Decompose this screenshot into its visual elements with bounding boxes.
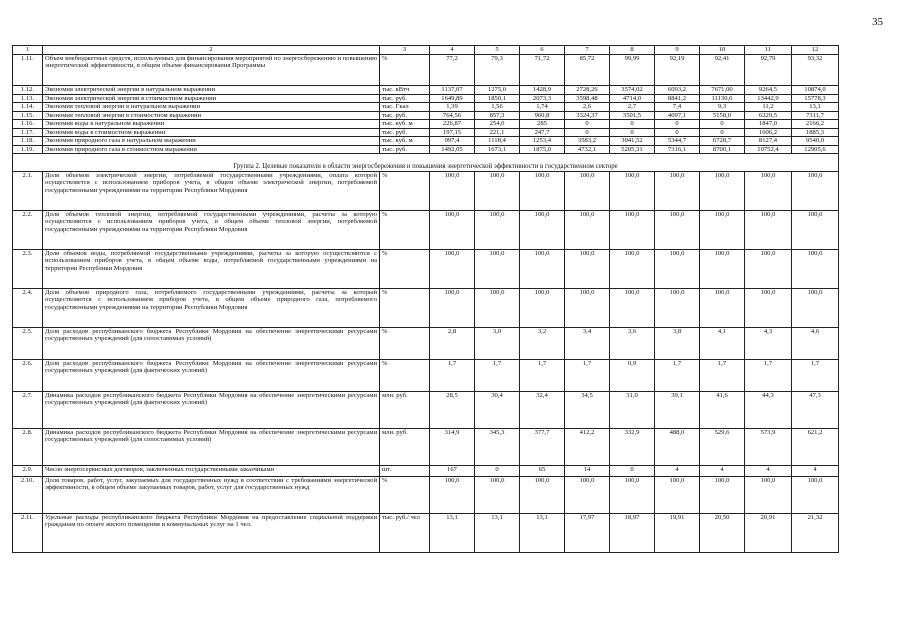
value-cell: 100,0 <box>565 211 610 250</box>
value-cell: 1847,0 <box>745 120 792 129</box>
value-cell: 573,9 <box>745 429 792 466</box>
value-cell: 4732,1 <box>565 145 610 154</box>
value-cell: 1,7 <box>745 360 792 392</box>
table-row <box>13 360 839 392</box>
value-cell: 197,15 <box>430 128 475 137</box>
value-cell: 621,2 <box>792 429 839 466</box>
value-cell: 5158,0 <box>700 111 745 120</box>
value-cell: 1118,4 <box>475 137 520 146</box>
value-cell: 377,7 <box>520 429 565 466</box>
row-number: 2.7. <box>13 392 43 429</box>
value-cell: 100,0 <box>475 250 520 289</box>
value-cell: 3501,5 <box>610 111 655 120</box>
unit-cell: млн. руб. <box>380 392 430 429</box>
unit-cell: тыс. руб. <box>380 94 430 103</box>
unit-cell: % <box>380 55 430 86</box>
column-number-cell: 12 <box>792 46 839 55</box>
value-cell: 529,6 <box>700 429 745 466</box>
value-cell: 2,7 <box>610 103 655 112</box>
table-row <box>13 172 839 211</box>
row-number: 1.14. <box>13 103 43 112</box>
value-cell: 1,39 <box>430 103 475 112</box>
unit-cell: тыс. руб. <box>380 128 430 137</box>
value-cell: 857,3 <box>475 111 520 120</box>
value-cell: 13442,9 <box>745 94 792 103</box>
unit-cell: тыс. руб. <box>380 145 430 154</box>
value-cell: 100,0 <box>520 477 565 514</box>
indicator-name: Экономия воды в натуральном выражении <box>43 120 380 129</box>
value-cell: 41,6 <box>700 392 745 429</box>
value-cell: 100,0 <box>610 211 655 250</box>
row-number: 1.13. <box>13 94 43 103</box>
value-cell: 254,0 <box>475 120 520 129</box>
value-cell: 100,0 <box>475 172 520 211</box>
value-cell: 1885,3 <box>792 128 839 137</box>
value-cell: 65 <box>520 466 565 477</box>
value-cell: 0 <box>565 120 610 129</box>
value-cell: 100,0 <box>792 211 839 250</box>
value-cell: 1673,1 <box>475 145 520 154</box>
column-number-cell: 10 <box>700 46 745 55</box>
value-cell: 92,79 <box>745 55 792 86</box>
value-cell: 8127,4 <box>745 137 792 146</box>
value-cell: 1850,1 <box>475 94 520 103</box>
value-cell: 960,8 <box>520 111 565 120</box>
value-cell: 100,0 <box>745 477 792 514</box>
value-cell: 226,87 <box>430 120 475 129</box>
row-number: 1.16. <box>13 120 43 129</box>
value-cell: 100,0 <box>565 172 610 211</box>
value-cell: 21,32 <box>792 514 839 553</box>
value-cell: 2166,2 <box>792 120 839 129</box>
value-cell: 1,56 <box>475 103 520 112</box>
value-cell: 6093,2 <box>655 86 700 95</box>
value-cell: 100,0 <box>610 289 655 328</box>
indicator-name: Доля объемов воды, потребляемой государственными учреждениями, расчеты за которую осуществляются с использованием приборов учета, в общем объеме воды, потребляемой государственными учреждениями на территории Республики Мордовия <box>43 250 380 289</box>
value-cell: 85,72 <box>565 55 610 86</box>
column-number-cell: 4 <box>430 46 475 55</box>
row-number: 2.9. <box>13 466 43 477</box>
row-number: 2.11. <box>13 514 43 553</box>
value-cell: 13,1 <box>792 103 839 112</box>
unit-cell: тыс. руб. <box>380 111 430 120</box>
value-cell: 99,99 <box>610 55 655 86</box>
value-cell: 100,0 <box>475 211 520 250</box>
column-number-row <box>13 46 839 55</box>
value-cell: 7671,00 <box>700 86 745 95</box>
indicator-name: Доля расходов республиканского бюджета Республики Мордовия на обеспечение энергетическими ресурсами государственных учреждений (для фактических условий) <box>43 360 380 392</box>
table-row <box>13 250 839 289</box>
value-cell: 100,0 <box>475 289 520 328</box>
value-cell: 1,7 <box>655 360 700 392</box>
indicator-name: Число энергосервисных договоров, заключенных государственными заказчиками <box>43 466 380 477</box>
indicator-name: Доля товаров, работ, услуг, закупаемых для государственных нужд в соответствии с требованиями энергетической эффективности, в общем объеме закупаемых товаров, работ, услуг для государственных нужд <box>43 477 380 514</box>
table-row <box>13 466 839 477</box>
row-number: 2.3. <box>13 250 43 289</box>
value-cell: 100,0 <box>565 250 610 289</box>
table-row <box>13 289 839 328</box>
table-row <box>13 103 839 112</box>
value-cell: 0 <box>655 120 700 129</box>
value-cell: 7316,1 <box>655 145 700 154</box>
value-cell: 0 <box>610 128 655 137</box>
value-cell: 100,0 <box>430 250 475 289</box>
value-cell: 100,0 <box>520 250 565 289</box>
value-cell: 1137,07 <box>430 86 475 95</box>
value-cell: 13,1 <box>520 514 565 553</box>
indicator-name: Экономия природного газа в натуральном выражении <box>43 137 380 146</box>
value-cell: 10874,0 <box>792 86 839 95</box>
indicator-name: Экономия тепловой энергии в натуральном выражении <box>43 103 380 112</box>
value-cell: 3941,52 <box>610 137 655 146</box>
value-cell: 17,97 <box>565 514 610 553</box>
table-row <box>13 145 839 154</box>
value-cell: 100,0 <box>792 477 839 514</box>
unit-cell: % <box>380 289 430 328</box>
value-cell: 2,8 <box>430 328 475 360</box>
value-cell: 47,3 <box>792 392 839 429</box>
indicator-name: Удельные расходы республиканского бюджета Республики Мордовия на предоставление социальной поддержки гражданам по оплате жилого помещения и коммунальных услуг на 1 чел. <box>43 514 380 553</box>
value-cell: 4,3 <box>745 328 792 360</box>
row-number: 1.19. <box>13 145 43 154</box>
value-cell: 4 <box>655 466 700 477</box>
value-cell: 100,0 <box>745 289 792 328</box>
table-row <box>13 477 839 514</box>
value-cell: 100,0 <box>610 477 655 514</box>
value-cell: 100,0 <box>430 289 475 328</box>
value-cell: 100,0 <box>745 172 792 211</box>
indicator-name: Динамика расходов республиканского бюджета Республики Мордовия на обеспечение энергетическими ресурсами государственных учреждений (для фактических условий) <box>43 392 380 429</box>
table-row <box>13 514 839 553</box>
unit-cell: % <box>380 477 430 514</box>
row-number: 1.15. <box>13 111 43 120</box>
value-cell: 314,9 <box>430 429 475 466</box>
unit-cell: % <box>380 211 430 250</box>
value-cell: 412,2 <box>565 429 610 466</box>
value-cell: 100,0 <box>610 172 655 211</box>
value-cell: 0 <box>565 128 610 137</box>
value-cell: 764,56 <box>430 111 475 120</box>
value-cell: 0 <box>700 120 745 129</box>
value-cell: 100,0 <box>610 250 655 289</box>
value-cell: 7,4 <box>655 103 700 112</box>
value-cell: 1875,0 <box>520 145 565 154</box>
value-cell: 9,3 <box>700 103 745 112</box>
value-cell: 79,3 <box>475 55 520 86</box>
value-cell: 44,3 <box>745 392 792 429</box>
value-cell: 7311,7 <box>792 111 839 120</box>
value-cell: 332,9 <box>610 429 655 466</box>
column-number-cell: 2 <box>43 46 380 55</box>
value-cell: 1,7 <box>792 360 839 392</box>
row-number: 1.11. <box>13 55 43 86</box>
value-cell: 3583,2 <box>565 137 610 146</box>
value-cell: 100,0 <box>700 477 745 514</box>
value-cell: 6728,7 <box>700 137 745 146</box>
unit-cell: % <box>380 328 430 360</box>
value-cell: 1606,2 <box>745 128 792 137</box>
value-cell: 3,4 <box>565 328 610 360</box>
value-cell: 9540,0 <box>792 137 839 146</box>
value-cell: 997,4 <box>430 137 475 146</box>
value-cell: 15778,3 <box>792 94 839 103</box>
value-cell: 71,72 <box>520 55 565 86</box>
value-cell: 2073,3 <box>520 94 565 103</box>
value-cell: 1649,89 <box>430 94 475 103</box>
value-cell: 8700,1 <box>700 145 745 154</box>
value-cell: 4 <box>792 466 839 477</box>
unit-cell: тыс. куб. м <box>380 137 430 146</box>
table-row <box>13 86 839 95</box>
indicator-name: Доля объемов природного газа, потребляемого государственными учреждениями, расчеты за который осуществляются с использованием приборов учета, в общем объеме природного газа, потребляемого государственными учреждениями на территории Республики Мордовия <box>43 289 380 328</box>
value-cell: 92,41 <box>700 55 745 86</box>
value-cell: 20,50 <box>700 514 745 553</box>
indicator-name: Доля объемов тепловой энергии, потребляемой государственными учреждениями, расчеты за которую осуществляются с использованием приборов учета, в общем объеме тепловой энергии, потребляемой государственными учреждениями на территории Республики Мордовия <box>43 211 380 250</box>
row-number: 2.8. <box>13 429 43 466</box>
value-cell: 30,4 <box>475 392 520 429</box>
value-cell: 1,7 <box>430 360 475 392</box>
value-cell: 0 <box>700 128 745 137</box>
value-cell: 4,1 <box>700 328 745 360</box>
value-cell: 0 <box>655 128 700 137</box>
value-cell: 0 <box>475 466 520 477</box>
indicator-name: Экономия природного газа в стоимостном выражении <box>43 145 380 154</box>
indicator-name: Экономия тепловой энергии в стоимостном выражении <box>43 111 380 120</box>
table-row <box>13 328 839 360</box>
value-cell: 167 <box>430 466 475 477</box>
value-cell: 2728,26 <box>565 86 610 95</box>
unit-cell: тыс. куб. м <box>380 120 430 129</box>
value-cell: 345,3 <box>475 429 520 466</box>
column-number-cell: 11 <box>745 46 792 55</box>
value-cell: 77,2 <box>430 55 475 86</box>
unit-cell: шт. <box>380 466 430 477</box>
column-number-cell: 1 <box>13 46 43 55</box>
value-cell: 100,0 <box>792 289 839 328</box>
table-row <box>13 111 839 120</box>
value-cell: 100,0 <box>655 477 700 514</box>
value-cell: 3,8 <box>655 328 700 360</box>
value-cell: 3324,37 <box>565 111 610 120</box>
value-cell: 1253,4 <box>520 137 565 146</box>
value-cell: 5344,7 <box>655 137 700 146</box>
unit-cell: % <box>380 360 430 392</box>
unit-cell: % <box>380 172 430 211</box>
indicator-name: Экономия электрической энергии в стоимостном выражении <box>43 94 380 103</box>
unit-cell: тыс. руб./ чел <box>380 514 430 553</box>
value-cell: 100,0 <box>475 477 520 514</box>
indicator-name: Экономия воды в стоимостном выражении <box>43 128 380 137</box>
row-number: 1.18. <box>13 137 43 146</box>
value-cell: 100,0 <box>792 250 839 289</box>
value-cell: 32,4 <box>520 392 565 429</box>
value-cell: 100,0 <box>430 211 475 250</box>
row-number: 2.2. <box>13 211 43 250</box>
indicator-name: Экономия электрической энергии в натуральном выражении <box>43 86 380 95</box>
table-row <box>13 429 839 466</box>
value-cell: 100,0 <box>565 289 610 328</box>
group-title: Группа 2. Целевые показатели в области энергосбережения и повышения энергетической эффективности в государственном секторе <box>13 154 839 172</box>
column-number-cell: 5 <box>475 46 520 55</box>
value-cell: 100,0 <box>430 477 475 514</box>
value-cell: 10752,4 <box>745 145 792 154</box>
value-cell: 100,0 <box>700 250 745 289</box>
value-cell: 100,0 <box>655 211 700 250</box>
column-number-cell: 6 <box>520 46 565 55</box>
table-row <box>13 120 839 129</box>
value-cell: 100,0 <box>655 289 700 328</box>
value-cell: 488,0 <box>655 429 700 466</box>
indicator-name: Доля объемов электрической энергии, потребляемой государственными учреждениями, оплата которой осуществляется с использованием приборов учета, в общем объеме электрической энергии, потребляемой государственными учреждениями на территории Республики Мордовия <box>43 172 380 211</box>
value-cell: 0,9 <box>610 360 655 392</box>
value-cell: 100,0 <box>700 289 745 328</box>
value-cell: 1,74 <box>520 103 565 112</box>
value-cell: 1492,05 <box>430 145 475 154</box>
value-cell: 100,0 <box>700 211 745 250</box>
value-cell: 100,0 <box>655 250 700 289</box>
value-cell: 20,91 <box>745 514 792 553</box>
indicator-name: Доля расходов республиканского бюджета Республики Мордовия на обеспечение энергетическими ресурсами государственных учреждений (для сопоставимых условий) <box>43 328 380 360</box>
value-cell: 285 <box>520 120 565 129</box>
value-cell: 100,0 <box>430 172 475 211</box>
value-cell: 4714,0 <box>610 94 655 103</box>
value-cell: 9264,5 <box>745 86 792 95</box>
row-number: 2.10. <box>13 477 43 514</box>
value-cell: 14 <box>565 466 610 477</box>
value-cell: 3598,48 <box>565 94 610 103</box>
value-cell: 1,7 <box>520 360 565 392</box>
table-row <box>13 137 839 146</box>
value-cell: 34,5 <box>565 392 610 429</box>
row-number: 1.12. <box>13 86 43 95</box>
unit-cell: млн. руб. <box>380 429 430 466</box>
column-number-cell: 3 <box>380 46 430 55</box>
column-number-cell: 7 <box>565 46 610 55</box>
value-cell: 19,91 <box>655 514 700 553</box>
indicator-name: Объем внебюджетных средств, используемых для финансирования мероприятий по энергосбережению и повышению энергетической эффективности, в общем объеме финансирования Программы <box>43 55 380 86</box>
value-cell: 3574,02 <box>610 86 655 95</box>
value-cell: 221,1 <box>475 128 520 137</box>
table-row <box>13 211 839 250</box>
value-cell: 1,7 <box>700 360 745 392</box>
value-cell: 3,6 <box>610 328 655 360</box>
page-number: 35 <box>872 16 883 28</box>
value-cell: 1428,9 <box>520 86 565 95</box>
table-row <box>13 128 839 137</box>
column-number-cell: 8 <box>610 46 655 55</box>
unit-cell: тыс. Гкал <box>380 103 430 112</box>
value-cell: 18,97 <box>610 514 655 553</box>
column-number-cell: 9 <box>655 46 700 55</box>
table-row <box>13 55 839 86</box>
value-cell: 100,0 <box>792 172 839 211</box>
value-cell: 4 <box>700 466 745 477</box>
indicators-table <box>12 45 839 553</box>
value-cell: 4,6 <box>792 328 839 360</box>
value-cell: 5205,31 <box>610 145 655 154</box>
row-number: 2.1. <box>13 172 43 211</box>
value-cell: 39,1 <box>655 392 700 429</box>
row-number: 2.4. <box>13 289 43 328</box>
value-cell: 93,32 <box>792 55 839 86</box>
value-cell: 100,0 <box>700 172 745 211</box>
value-cell: 1,7 <box>565 360 610 392</box>
group-header-row <box>13 154 839 172</box>
value-cell: 1275,0 <box>475 86 520 95</box>
value-cell: 3,2 <box>520 328 565 360</box>
value-cell: 100,0 <box>745 250 792 289</box>
indicator-name: Динамика расходов республиканского бюджета Республики Мордовия на обеспечение энергетическими ресурсами государственных учреждений (для сопоставимых условий) <box>43 429 380 466</box>
value-cell: 100,0 <box>520 211 565 250</box>
unit-cell: % <box>380 250 430 289</box>
value-cell: 0 <box>610 120 655 129</box>
value-cell: 31,0 <box>610 392 655 429</box>
value-cell: 8841,2 <box>655 94 700 103</box>
value-cell: 13,1 <box>430 514 475 553</box>
value-cell: 1,7 <box>475 360 520 392</box>
table-row <box>13 94 839 103</box>
value-cell: 4097,1 <box>655 111 700 120</box>
value-cell: 3,0 <box>475 328 520 360</box>
value-cell: 0 <box>610 466 655 477</box>
value-cell: 11130,6 <box>700 94 745 103</box>
value-cell: 2,6 <box>565 103 610 112</box>
value-cell: 92,19 <box>655 55 700 86</box>
row-number: 2.5. <box>13 328 43 360</box>
table-row <box>13 392 839 429</box>
value-cell: 247,7 <box>520 128 565 137</box>
value-cell: 100,0 <box>565 477 610 514</box>
value-cell: 13,1 <box>475 514 520 553</box>
row-number: 2.6. <box>13 360 43 392</box>
value-cell: 6229,5 <box>745 111 792 120</box>
value-cell: 12905,6 <box>792 145 839 154</box>
value-cell: 100,0 <box>745 211 792 250</box>
value-cell: 11,2 <box>745 103 792 112</box>
value-cell: 100,0 <box>655 172 700 211</box>
value-cell: 100,0 <box>520 172 565 211</box>
value-cell: 28,5 <box>430 392 475 429</box>
unit-cell: тыс. кВтч <box>380 86 430 95</box>
value-cell: 100,0 <box>520 289 565 328</box>
row-number: 1.17. <box>13 128 43 137</box>
value-cell: 4 <box>745 466 792 477</box>
